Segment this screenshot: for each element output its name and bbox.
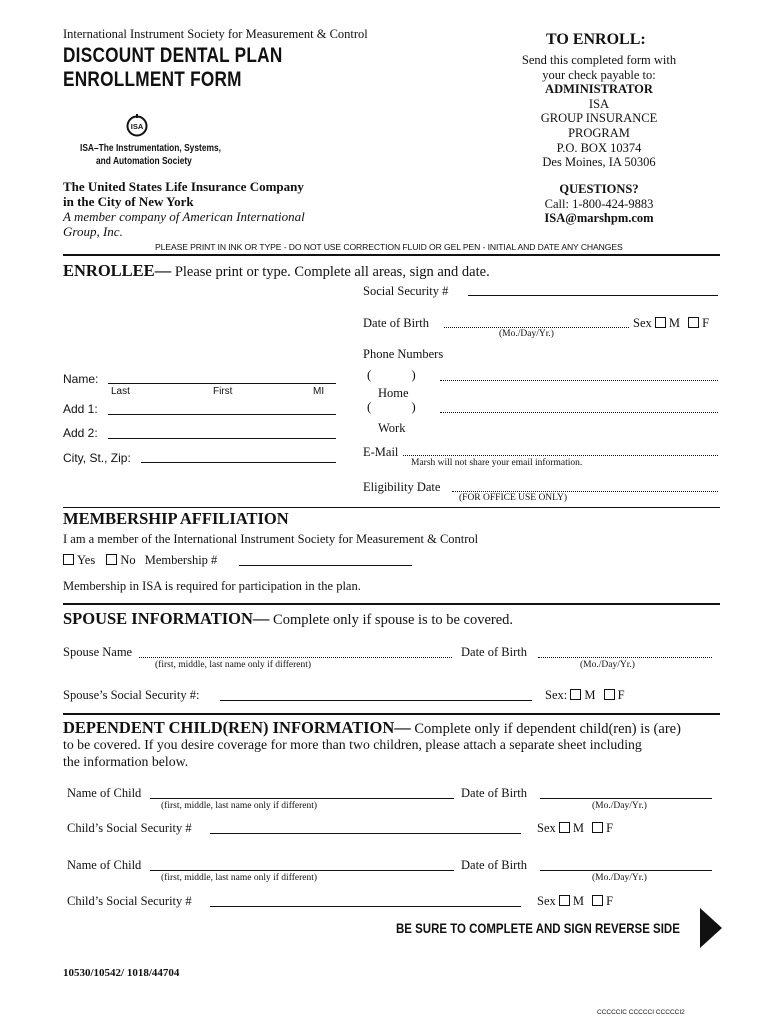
membership-number-field[interactable] bbox=[239, 565, 412, 566]
questions-phone: Call: 1-800-424-9883 bbox=[544, 196, 654, 211]
paren-close: ) bbox=[411, 367, 416, 382]
divider-membership bbox=[63, 507, 720, 508]
spouse-sex-m-checkbox[interactable] bbox=[570, 689, 581, 700]
org-name: International Instrument Society for Measurement & Control bbox=[63, 27, 368, 41]
print-instruction: PLEASE PRINT IN INK OR TYPE - DO NOT USE CORRECTION FLUID OR GEL PEN - INITIAL AND DATE ANY CHANGES bbox=[155, 242, 623, 252]
enrollee-heading-note: Please print or type. Complete all areas, sign and date. bbox=[171, 264, 490, 280]
membership-heading: MEMBERSHIP AFFILIATION bbox=[63, 509, 289, 528]
enroll-line-4: ISA bbox=[588, 96, 610, 111]
membership-statement: I am a member of the International Instrument Society for Measurement & Control bbox=[63, 532, 479, 546]
paren-close: ) bbox=[411, 399, 416, 414]
address2-field[interactable] bbox=[108, 438, 336, 439]
membership-required: Membership in ISA is required for participation in the plan. bbox=[63, 579, 361, 593]
child1-name-hint: (first, middle, last name only if different) bbox=[161, 801, 318, 811]
spouse-dob-field[interactable] bbox=[538, 657, 712, 658]
ssn-field[interactable] bbox=[468, 295, 718, 296]
child1-ssn-field[interactable] bbox=[210, 833, 521, 834]
child1-dob-field[interactable] bbox=[540, 798, 712, 799]
sex-label: Sex bbox=[633, 316, 652, 330]
no-checkbox[interactable] bbox=[106, 554, 117, 565]
divider-spouse bbox=[63, 603, 720, 605]
enroll-line-3: ADMINISTRATOR bbox=[545, 82, 653, 97]
logo-caption-1: ISA–The Instrumentation, Systems, bbox=[80, 142, 221, 154]
spouse-sex-m-label: M bbox=[584, 688, 596, 702]
child2-name-hint: (first, middle, last name only if different) bbox=[161, 873, 318, 883]
child1-sex-label: Sex bbox=[537, 821, 556, 835]
insurer-name-2: in the City of New York bbox=[63, 194, 194, 209]
questions-email: ISA@marshpm.com bbox=[544, 211, 654, 226]
no-label: No bbox=[120, 553, 136, 567]
sex-f-label: F bbox=[702, 316, 710, 330]
spouse-sex bbox=[545, 688, 625, 703]
child1-sex-f-checkbox[interactable] bbox=[592, 822, 603, 833]
membership-number-label: Membership # bbox=[144, 553, 218, 567]
spouse-heading-note: Complete only if spouse is to be covered. bbox=[269, 612, 514, 628]
sex-m-checkbox[interactable] bbox=[655, 317, 666, 328]
spouse-dob-label: Date of Birth bbox=[461, 645, 527, 659]
email-label: E-Mail bbox=[363, 445, 399, 459]
address1-field[interactable] bbox=[108, 414, 336, 415]
dependents-note-2: to be covered. If you desire coverage for more than two children, please attach a separate sheet including bbox=[63, 737, 642, 752]
work-phone-field[interactable] bbox=[440, 412, 718, 413]
eligibility-field bbox=[452, 491, 718, 492]
enroll-instructions bbox=[484, 53, 714, 170]
logo-caption-2: and Automation Society bbox=[96, 155, 192, 167]
questions-title: QUESTIONS? bbox=[559, 182, 639, 196]
sex-field bbox=[633, 316, 709, 331]
child2-sex-f-label: F bbox=[606, 894, 614, 908]
enroll-line-8: Des Moines, IA 50306 bbox=[542, 155, 656, 170]
enroll-line-7: P.O. BOX 10374 bbox=[556, 140, 642, 155]
isa-logo bbox=[126, 114, 148, 136]
email-note: Marsh will not share your email information. bbox=[411, 458, 583, 468]
first-hint: First bbox=[213, 386, 233, 397]
home-areacode bbox=[367, 367, 416, 383]
barcode-text: CCCCCIC CCCCCI CCCCCI2 bbox=[597, 1009, 685, 1016]
work-label: Work bbox=[378, 421, 406, 435]
phone-label: Phone Numbers bbox=[363, 347, 444, 361]
child2-ssn-field[interactable] bbox=[210, 906, 521, 907]
sex-f-checkbox[interactable] bbox=[688, 317, 699, 328]
spouse-dob-hint: (Mo./Day/Yr.) bbox=[580, 660, 635, 670]
form-title-line2: ENROLLMENT FORM bbox=[63, 68, 242, 91]
child1-ssn-label: Child’s Social Security # bbox=[67, 821, 192, 835]
home-phone-field[interactable] bbox=[440, 380, 718, 381]
divider-top bbox=[63, 254, 720, 256]
insurer-note-2: Group, Inc. bbox=[63, 224, 123, 239]
eligibility-label: Eligibility Date bbox=[363, 480, 441, 494]
child2-sex-m-label: M bbox=[572, 894, 584, 908]
enroll-line-6: PROGRAM bbox=[568, 125, 630, 140]
to-enroll-title: TO ENROLL: bbox=[546, 31, 646, 48]
child2-name-label: Name of Child bbox=[67, 858, 142, 872]
child2-ssn-label: Child’s Social Security # bbox=[67, 894, 192, 908]
spouse-heading-bold: SPOUSE INFORMATION— bbox=[63, 609, 270, 628]
home-label: Home bbox=[378, 386, 409, 400]
enroll-line-2: your check payable to: bbox=[542, 67, 656, 82]
arrow-right-icon bbox=[700, 908, 722, 953]
spouse-sex-f-label: F bbox=[617, 688, 625, 702]
eligibility-hint: (FOR OFFICE USE ONLY) bbox=[459, 493, 568, 503]
dependents-heading-note: Complete only if dependent child(ren) is (are) bbox=[410, 721, 681, 737]
child1-name-label: Name of Child bbox=[67, 786, 142, 800]
paren-open: ( bbox=[367, 399, 372, 414]
insurer-name-1: The United States Life Insurance Company bbox=[63, 179, 304, 194]
child2-sex-label: Sex bbox=[537, 894, 556, 908]
child2-dob-field[interactable] bbox=[540, 870, 712, 871]
dob-hint: (Mo./Day/Yr.) bbox=[499, 329, 554, 339]
spouse-name-label: Spouse Name bbox=[63, 645, 133, 659]
yes-checkbox[interactable] bbox=[63, 554, 74, 565]
child1-sex bbox=[537, 821, 613, 836]
yes-label: Yes bbox=[77, 553, 96, 567]
child1-sex-m-label: M bbox=[572, 821, 584, 835]
membership-answer bbox=[63, 553, 217, 568]
city-field[interactable] bbox=[141, 462, 336, 463]
address2-label: Add 2: bbox=[63, 426, 98, 440]
enrollee-heading bbox=[63, 261, 490, 281]
child1-dob-hint: (Mo./Day/Yr.) bbox=[592, 801, 647, 811]
dependents-heading bbox=[63, 718, 681, 738]
spouse-name-hint: (first, middle, last name only if different) bbox=[155, 660, 312, 670]
divider-dependents bbox=[63, 713, 720, 715]
spouse-ssn-field[interactable] bbox=[220, 700, 532, 701]
name-label: Name: bbox=[63, 372, 99, 386]
child1-dob-label: Date of Birth bbox=[461, 786, 527, 800]
form-number: 10530/10542/ 1018/44704 bbox=[63, 967, 180, 979]
ssn-label: Social Security # bbox=[363, 284, 449, 298]
spouse-sex-f-checkbox[interactable] bbox=[604, 689, 615, 700]
last-hint: Last bbox=[111, 386, 130, 397]
spouse-heading bbox=[63, 609, 513, 629]
child2-sex bbox=[537, 894, 613, 909]
enroll-line-1: Send this completed form with bbox=[521, 53, 677, 67]
child2-name-field[interactable] bbox=[150, 870, 454, 871]
mi-hint: MI bbox=[313, 386, 325, 397]
enrollee-heading-bold: ENROLLEE— bbox=[63, 261, 172, 280]
questions-block bbox=[484, 182, 714, 226]
spouse-ssn-label: Spouse’s Social Security #: bbox=[63, 688, 200, 702]
form-title-line1: DISCOUNT DENTAL PLAN bbox=[63, 44, 283, 67]
work-areacode bbox=[367, 399, 416, 415]
spouse-name-field[interactable] bbox=[139, 657, 452, 658]
svg-text:ISA: ISA bbox=[130, 122, 144, 131]
enroll-line-5: GROUP INSURANCE bbox=[540, 111, 658, 126]
insurer-note-1: A member company of American International bbox=[63, 209, 305, 224]
child1-sex-m-checkbox[interactable] bbox=[559, 822, 570, 833]
name-field[interactable] bbox=[108, 383, 336, 384]
paren-open: ( bbox=[367, 367, 372, 382]
spouse-sex-label: Sex: bbox=[545, 688, 568, 702]
sex-m-label: M bbox=[668, 316, 680, 330]
child1-sex-f-label: F bbox=[606, 821, 614, 835]
dependents-heading-bold: DEPENDENT CHILD(REN) INFORMATION— bbox=[63, 718, 411, 737]
child2-sex-m-checkbox[interactable] bbox=[559, 895, 570, 906]
dob-label: Date of Birth bbox=[363, 316, 429, 330]
child2-sex-f-checkbox[interactable] bbox=[592, 895, 603, 906]
child2-dob-hint: (Mo./Day/Yr.) bbox=[592, 873, 647, 883]
email-field[interactable] bbox=[403, 455, 718, 456]
dob-field[interactable] bbox=[444, 327, 629, 328]
address1-label: Add 1: bbox=[63, 402, 98, 416]
child2-dob-label: Date of Birth bbox=[461, 858, 527, 872]
dependents-note-3: the information below. bbox=[63, 754, 189, 769]
city-label: City, St., Zip: bbox=[63, 451, 131, 465]
reverse-side-note: BE SURE TO COMPLETE AND SIGN REVERSE SIDE bbox=[396, 920, 680, 936]
child1-name-field[interactable] bbox=[150, 798, 454, 799]
